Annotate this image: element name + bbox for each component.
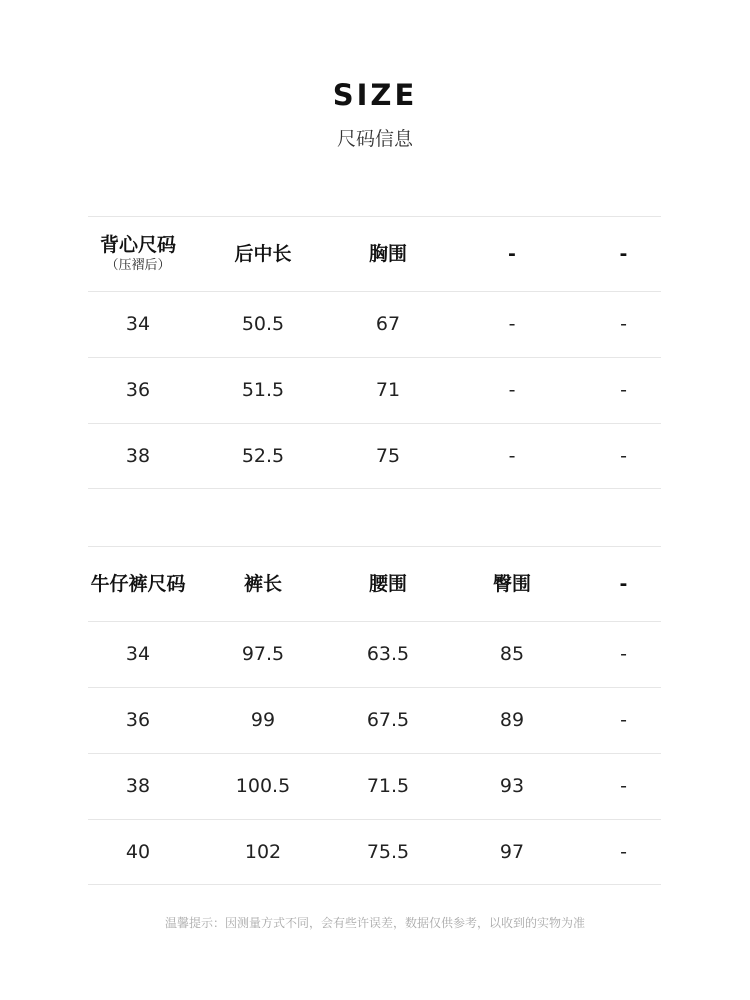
table-cell: 38 xyxy=(125,444,151,467)
header-cell: 胸围 xyxy=(368,242,407,265)
table-cell: 67.5 xyxy=(366,709,410,732)
table-cell: - xyxy=(620,444,627,467)
table-row xyxy=(88,291,661,357)
table-cell: 97.5 xyxy=(241,643,285,666)
table-row xyxy=(88,423,661,489)
table-cell: 38 xyxy=(125,775,151,798)
page-title: SIZE xyxy=(332,78,418,112)
header-cell: 腰围 xyxy=(368,572,407,595)
table-cell: 85 xyxy=(499,643,525,666)
table-cell: 63.5 xyxy=(366,643,410,666)
header-cell: 后中长 xyxy=(234,242,292,265)
table-cell: 100.5 xyxy=(235,775,291,798)
table-cell: 102 xyxy=(244,840,282,863)
table-cell: - xyxy=(620,313,627,336)
table-cell: 36 xyxy=(125,379,151,402)
table-cell: - xyxy=(620,709,627,732)
table-cell: - xyxy=(620,840,627,863)
table-cell: 52.5 xyxy=(241,444,285,467)
header-cell-size xyxy=(88,234,188,273)
table-row xyxy=(88,357,661,423)
table-row xyxy=(88,753,661,819)
jeans-size-table xyxy=(88,546,661,885)
table-cell: 71.5 xyxy=(366,775,410,798)
vest-size-table xyxy=(88,216,661,489)
table-header-row xyxy=(88,546,661,621)
table-cell: 34 xyxy=(125,313,151,336)
table-cell: 97 xyxy=(499,840,525,863)
header-label: 背心尺码 xyxy=(99,234,176,257)
table-cell: 75 xyxy=(375,444,401,467)
table-cell: 71 xyxy=(375,379,401,402)
table-row xyxy=(88,621,661,687)
table-cell: - xyxy=(508,444,516,467)
table-cell: 34 xyxy=(125,643,151,666)
table-cell: 50.5 xyxy=(241,313,285,336)
table-cell: 93 xyxy=(499,775,525,798)
table-cell: 36 xyxy=(125,709,151,732)
table-row xyxy=(88,687,661,753)
table-cell: 67 xyxy=(375,313,401,336)
header-note: （压褶后） xyxy=(105,258,171,274)
table-cell: - xyxy=(620,379,627,402)
table-header-row xyxy=(88,216,661,291)
table-cell: - xyxy=(620,643,627,666)
table-cell: 75.5 xyxy=(366,840,410,863)
table-cell: 89 xyxy=(499,709,525,732)
header-cell: - xyxy=(508,242,516,265)
table-cell: 51.5 xyxy=(241,379,285,402)
header-cell: 臀围 xyxy=(492,572,531,595)
table-cell: 99 xyxy=(250,709,276,732)
page-subtitle: 尺码信息 xyxy=(336,128,413,150)
header-cell: - xyxy=(619,572,628,595)
footer-note: 温馨提示：因测量方式不同，会有些许误差，数据仅供参考，以收到的实物为准 xyxy=(164,916,585,930)
table-cell: - xyxy=(620,775,627,798)
header-cell-size: 牛仔裤尺码 xyxy=(90,572,186,595)
table-cell: 40 xyxy=(125,840,151,863)
header-cell: 裤长 xyxy=(243,572,282,595)
table-row xyxy=(88,819,661,885)
header-cell: - xyxy=(619,242,628,265)
table-cell: - xyxy=(508,379,516,402)
table-cell: - xyxy=(508,313,516,336)
